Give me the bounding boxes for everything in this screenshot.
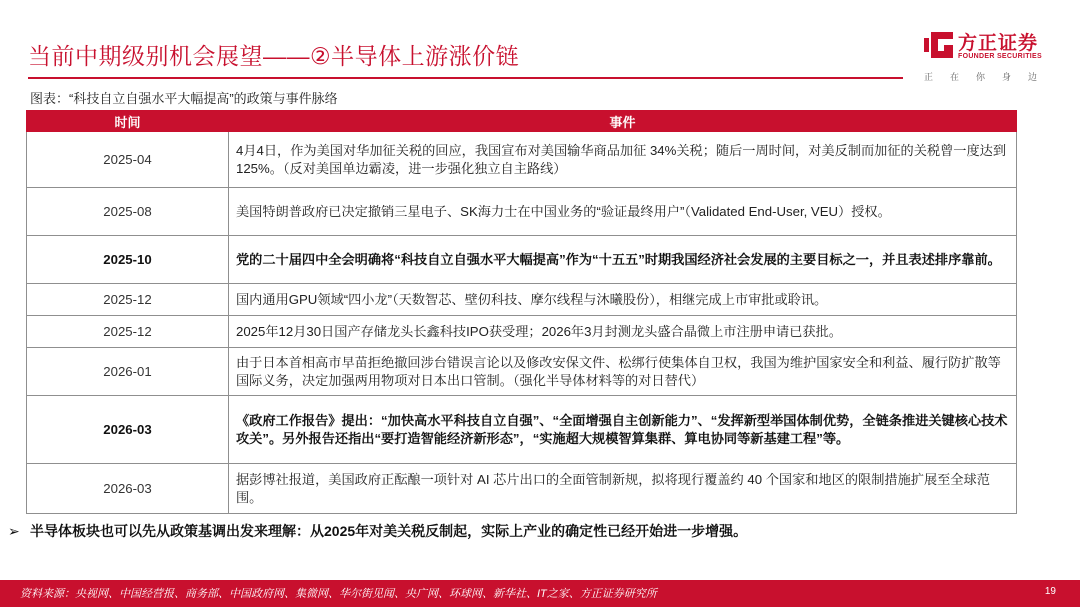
row-event: 党的二十届四中全会明确将“科技自立自强水平大幅提高”作为“十五五”时期我国经济社会发展的主要目标之一，并且表述排序靠前。 (229, 236, 1017, 284)
row-time: 2026-01 (27, 348, 229, 396)
company-logo (922, 28, 1062, 84)
row-time: 2025-04 (27, 132, 229, 188)
row-event: 《政府工作报告》提出：“加快高水平科技自立自强”、“全面增强自主创新能力”、“发挥新型举国体制优势，全链条推进关键核心技术攻关”。另外报告还指出“要打造智能经济新形态”，“实施超大规模智算集群、算电协同等新基建工程”等。 (229, 396, 1017, 464)
title-divider (28, 77, 903, 79)
row-event: 美国特朗普政府已决定撤销三星电子、SK海力士在中国业务的“验证最终用户”（Validated End-User, VEU）授权。 (229, 188, 1017, 236)
header-time: 时间 (27, 111, 229, 132)
arrow-bullet-icon: ➢ (8, 523, 20, 539)
table-row (27, 236, 1017, 284)
row-time: 2025-12 (27, 316, 229, 348)
table-caption: 图表：“科技自立自强水平大幅提高”的政策与事件脉络 (30, 91, 338, 106)
table-row (27, 316, 1017, 348)
summary-bullet (8, 521, 747, 541)
row-event: 2025年12月30日国产存储龙头长鑫科技IPO获受理；2026年3月封测龙头盛合晶微上市注册申请已获批。 (229, 316, 1017, 348)
table-row (27, 348, 1017, 396)
row-time: 2025-12 (27, 284, 229, 316)
row-time: 2025-08 (27, 188, 229, 236)
logo-mark-icon (922, 30, 954, 60)
summary-text: 半导体板块也可以先从政策基调出发来理解：从2025年对美关税反制起，实际上产业的确定性已经开始进一步增强。 (30, 523, 748, 539)
table-row (27, 284, 1017, 316)
logo-subtitle: FOUNDER SECURITIES (958, 53, 1042, 60)
row-time: 2026-03 (27, 464, 229, 514)
row-event: 国内通用GPU领域“四小龙”（天数智芯、壁仞科技、摩尔线程与沐曦股份），相继完成上市审批或聆讯。 (229, 284, 1017, 316)
logo-slogan: 正在你身边 (924, 72, 1055, 82)
policy-event-table (26, 110, 1017, 514)
table-header-row (27, 111, 1017, 132)
row-event: 由于日本首相高市早苗拒绝撤回涉台错误言论以及修改安保文件、松绑行使集体自卫权，我国为维护国家安全和利益、履行防扩散等国际义务，决定加强两用物项对日本出口管制。（强化半导体材料等的对日替代） (229, 348, 1017, 396)
row-time: 2026-03 (27, 396, 229, 464)
table-row (27, 464, 1017, 514)
header-event: 事件 (229, 111, 1017, 132)
row-time: 2025-10 (27, 236, 229, 284)
table-row (27, 132, 1017, 188)
footer-bar (0, 580, 1080, 607)
page-number: 19 (1044, 586, 1056, 597)
row-event: 4月4日，作为美国对华加征关税的回应，我国宣布对美国输华商品加征 34%关税；随后一周时间，对美反制而加征的关税曾一度达到125%。（反对美国单边霸凌，进一步强化独立自主路线） (229, 132, 1017, 188)
table-row (27, 396, 1017, 464)
footer-source: 资料来源：央视网、中国经营报、商务部、中国政府网、集微网、华尔街见闻、央广网、环球网、新华社、IT之家、方正证券研究所 (20, 588, 657, 600)
table-row (27, 188, 1017, 236)
row-event: 据彭博社报道，美国政府正酝酿一项针对 AI 芯片出口的全面管制新规，拟将现行覆盖约 40 个国家和地区的限制措施扩展至全球范围。 (229, 464, 1017, 514)
logo-name: 方正证券 (958, 33, 1039, 54)
page-title: 当前中期级别机会展望——②半导体上游涨价链 (28, 43, 520, 69)
